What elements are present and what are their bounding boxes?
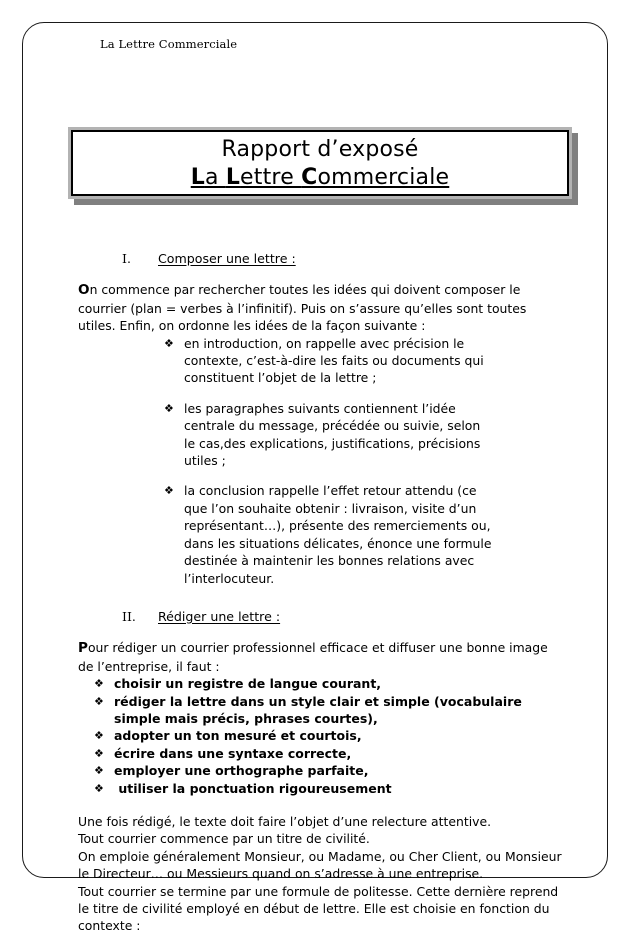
section-title-2: Rédiger une lettre : <box>158 608 281 624</box>
spacer <box>78 797 566 813</box>
title-text-b: ettre <box>240 165 302 190</box>
report-title-line-2 <box>191 164 450 192</box>
list-item <box>164 482 494 586</box>
list-item-label: écrire dans une syntaxe correcte, <box>114 745 352 761</box>
report-title-line-1: Rapport d’exposé <box>221 137 419 162</box>
closing-paragraphs <box>78 813 566 935</box>
list-item <box>164 400 494 470</box>
diamond-bullet-icon: ❖ <box>94 677 104 691</box>
diamond-bullet-icon: ❖ <box>94 746 104 760</box>
section-2-paragraph-text: our rédiger un courrier professionnel efficace et diffuser une bonne image de l’entreprise, il faut : <box>78 640 548 674</box>
spacer <box>78 600 566 608</box>
list-item-label: en introduction, on rappelle avec précision le contexte, c’est-à-dire les faits ou documents qui constituent l’objet de la lettre ; <box>184 335 488 386</box>
list-item <box>94 727 549 744</box>
list-item <box>94 693 549 728</box>
section-heading-2 <box>78 608 566 625</box>
title-text-c: ommerciale <box>317 165 450 190</box>
list-item-label: employer une orthographe parfaite, <box>114 763 369 779</box>
section-1-lead-cap: O <box>78 282 90 299</box>
list-item-label: utiliser la ponctuation rigoureusement <box>114 780 392 796</box>
title-text-a: a <box>204 165 226 190</box>
title-box-inner <box>71 130 569 196</box>
diamond-bullet-icon: ❖ <box>94 781 104 795</box>
running-header: La Lettre Commerciale <box>100 37 238 51</box>
closing-paragraph: Tout courrier se termine par une formule de politesse. Cette dernière reprend le titre de civilité employé en début de lettre. Elle est choisie en fonction du contexte : <box>78 883 559 934</box>
title-cap-l1: L <box>190 165 205 190</box>
list-item-label: les paragraphes suivants contiennent l’idée centrale du message, précédée ou suivie, selon le cas,des explications, justifications, précisions utiles ; <box>184 400 485 469</box>
section-number-1: I. <box>122 251 131 266</box>
closing-paragraph: On emploie généralement Monsieur, ou Madame, ou Cher Client, ou Monsieur le Directeur… ou Messieurs quand on s’adresse à une entreprise. <box>78 848 562 882</box>
section-heading-1 <box>78 250 566 267</box>
section-2-paragraph <box>78 639 566 675</box>
diamond-bullet-icon: ❖ <box>94 694 104 708</box>
list-item <box>94 762 549 779</box>
section-2-lead-cap: P <box>78 640 88 657</box>
list-item <box>94 745 549 762</box>
title-cap-l2: L <box>225 165 241 190</box>
diamond-bullet-icon: ❖ <box>94 729 104 743</box>
list-item-label: rédiger la lettre dans un style clair et simple (vocabulaire simple mais précis, phrases courtes), <box>114 693 527 726</box>
title-cap-c: C <box>301 165 318 190</box>
diamond-bullet-icon: ❖ <box>164 401 174 415</box>
list-item <box>164 335 494 387</box>
section-number-2: II. <box>122 608 136 624</box>
list-item-label: adopter un ton mesuré et courtois, <box>114 728 362 744</box>
list-item <box>94 675 549 692</box>
list-item-label: choisir un registre de langue courant, <box>114 676 382 692</box>
closing-paragraph: Tout courrier commence par un titre de civilité. <box>78 831 370 847</box>
section-title-1: Composer une lettre : <box>158 251 296 266</box>
section-1-bullet-list <box>164 335 494 587</box>
diamond-bullet-icon: ❖ <box>94 764 104 778</box>
title-box <box>68 127 572 199</box>
diamond-bullet-icon: ❖ <box>164 484 174 498</box>
section-1-paragraph <box>78 281 566 334</box>
document-body <box>78 250 566 935</box>
list-item <box>94 780 549 797</box>
diamond-bullet-icon: ❖ <box>164 336 174 350</box>
list-item-label: la conclusion rappelle l’effet retour attendu (ce que l’on souhaite obtenir : livraison, visite d’un représentant…), présente des remerciements ou, dans les situations délicates, énonce une formule destinée à maintenir les bonnes relations avec l’interlocuteur. <box>184 483 496 586</box>
closing-paragraph: Une fois rédigé, le texte doit faire l’objet d’une relecture attentive. <box>78 813 492 829</box>
section-1-paragraph-text: n commence par rechercher toutes les idées qui doivent composer le courrier (plan = verbes à l’infinitif). Puis on s’assure qu’elles sont toutes utiles. Enfin, on ordonne les idées de la façon suivante : <box>78 282 527 334</box>
section-2-bullet-list <box>94 675 549 797</box>
